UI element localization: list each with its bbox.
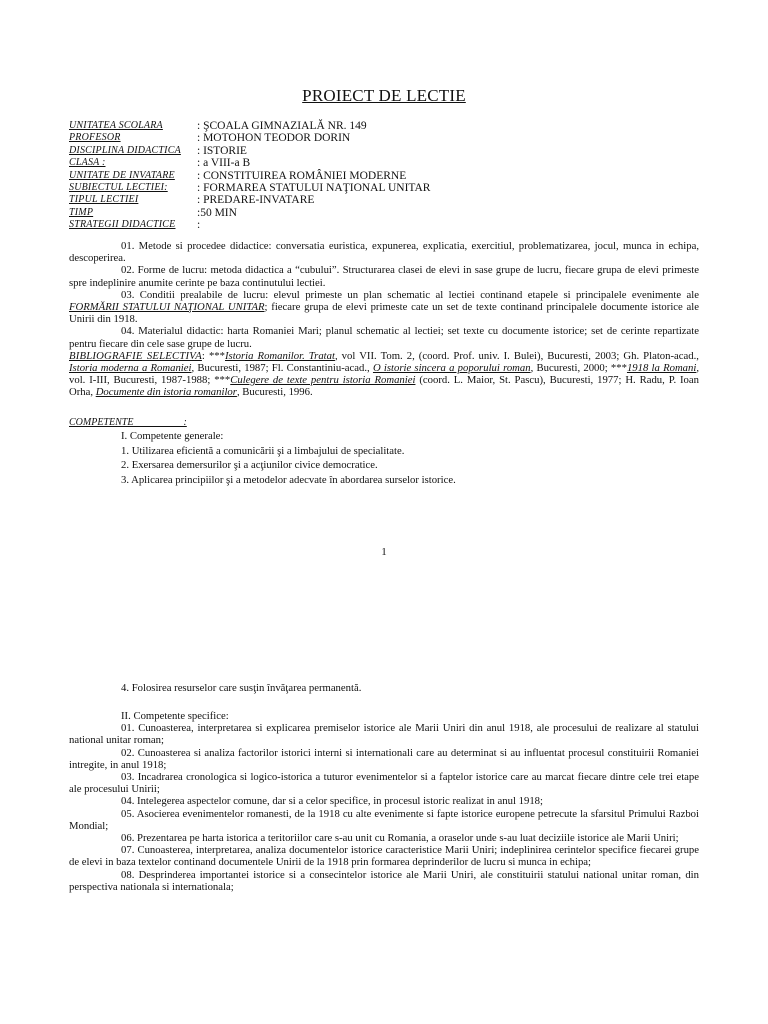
info-label: UNITATEA SCOLARA bbox=[69, 120, 163, 131]
info-label: DISCIPLINA DIDACTICA bbox=[69, 144, 181, 156]
info-value: : MOTOHON TEODOR DORIN bbox=[197, 132, 351, 145]
info-row bbox=[69, 207, 709, 219]
info-value: : bbox=[197, 219, 201, 232]
info-label: CLASA : bbox=[69, 157, 106, 169]
list-item: 1. Utilizarea eficientă a comunicării şi a limbajului de specialitate. bbox=[121, 444, 405, 457]
list-item: 08. Desprinderea importantei istorice si a consecintelor istorice ale Marii Uniri, ale constituirii statului national unitar roman, din perspectiva nationala si internationala; bbox=[69, 868, 699, 893]
list-item: 3. Aplicarea principiilor şi a metodelor adecvate în abordarea surselor istorice. bbox=[121, 473, 456, 486]
section-heading: II. Competente specifice: bbox=[121, 710, 229, 722]
list-item: 02. Cunoasterea si analiza factorilor istorici interni si internationali care au determinat si au influentat procesul constituirii Romaniei intregite, in anul 1918; bbox=[69, 746, 699, 771]
competente-specifice-section bbox=[69, 710, 699, 893]
list-item: 2. Exersarea demersurilor şi a acţiunilor civice democratice. bbox=[121, 459, 378, 471]
info-label: PROFESOR bbox=[69, 132, 121, 144]
competente-generale-list bbox=[121, 429, 681, 487]
biblio-text: , vol VII. Tom. 2, (coord. Prof. univ. I. Bulei), Bucuresti, 2003; Gh. Platon-acad., bbox=[334, 349, 699, 362]
page-number: 1 bbox=[381, 546, 387, 558]
info-label: SUBIECTUL LECTIEI: bbox=[69, 181, 168, 193]
info-row bbox=[69, 157, 709, 169]
info-row bbox=[69, 182, 709, 194]
list-item: 05. Asocierea evenimentelor romanesti, de la 1918 cu alte evenimente si fapte istorice europene petrecute la sfarsitul Primului Razboi Mondial; bbox=[69, 807, 699, 832]
book-title: 1918 la Romani bbox=[626, 362, 697, 375]
competente-label: COMPETENTE : bbox=[69, 417, 187, 428]
info-value: : a VIII-a B bbox=[197, 157, 251, 170]
paragraph-text: 03. Conditii prealabile de lucru: elevul primeste un plan schematic al lectiei continand etapele si principalele evenimente ale bbox=[121, 288, 699, 301]
info-row bbox=[69, 194, 709, 206]
info-row bbox=[69, 219, 709, 231]
competenta-4: 4. Folosirea resurselor care susţin învăţarea permanentă. bbox=[121, 682, 362, 694]
list-item: 01. Cunoasterea, interpretarea si explicarea premiselor istorice ale Marii Uniri din anul 1918, ale procesului de realizare al statului national unitar roman; bbox=[69, 722, 699, 747]
bibliography bbox=[69, 350, 699, 399]
list-item: 06. Prezentarea pe harta istorica a teritoriilor care s-au unit cu Romania, a oraselor unde s-au luat deciziile istorice ale Marii Uniri; bbox=[121, 832, 679, 845]
biblio-text: , vol. I-III, Bucuresti, 1987-1988; *** bbox=[69, 362, 700, 387]
book-title: Culegere de texte pentru istoria Romaniei bbox=[230, 374, 416, 387]
info-row bbox=[69, 145, 709, 157]
list-item: 07. Cunoasterea, interpretarea, analiza documentelor istorice caracteristice Marii Uniri; indeplinirea cerintelor specifice fiecarei grupe de elevi in baza textelor continand documentele Unirii de la 1918 prin formarea deprinderilor de lucru si munca in echipa; bbox=[69, 844, 699, 869]
biblio-text: , Bucuresti, 1996. bbox=[236, 386, 313, 399]
bibliography-label: BIBLIOGRAFIE SELECTIVA bbox=[69, 349, 202, 362]
info-value: : FORMAREA STATULUI NAŢIONAL UNITAR bbox=[197, 181, 431, 194]
info-label: UNITATE DE INVATARE bbox=[69, 169, 175, 181]
paragraph-text: ; fiecare grupa de elevi primeste cate un set de texte continand principalele documente istorice ale Unirii din 1918. bbox=[69, 301, 699, 326]
book-title: O istorie sincera a poporului roman bbox=[372, 362, 531, 375]
biblio-text: (coord. L. Maior, St. Pascu), Bucuresti, 1977; H. Radu, P. Ioan Orha, bbox=[69, 374, 699, 399]
info-row bbox=[69, 170, 709, 182]
info-row bbox=[69, 132, 709, 144]
info-label: TIMP bbox=[69, 206, 94, 218]
info-value: :50 MIN bbox=[197, 206, 237, 219]
strategie-conditii bbox=[69, 289, 699, 326]
list-item: 04. Intelegerea aspectelor comune, dar si a celor specifice, in procesul istoric realizat in anul 1918; bbox=[121, 795, 543, 808]
info-value: : ŞCOALA GIMNAZIALĂ NR. 149 bbox=[197, 120, 367, 132]
info-value: : PREDARE-INVATARE bbox=[197, 194, 315, 207]
info-row bbox=[69, 120, 709, 132]
book-title: Istoria moderna a Romaniei bbox=[69, 362, 192, 375]
biblio-text: , Bucuresti, 1987; Fl. Constantiniu-acad., bbox=[191, 362, 373, 375]
info-value: : ISTORIE bbox=[197, 144, 247, 157]
list-item: I. Competente generale: bbox=[121, 430, 224, 442]
biblio-text: : *** bbox=[201, 349, 225, 362]
book-title: Documente din istoria romanilor bbox=[95, 386, 237, 399]
info-label: TIPUL LECTIEI bbox=[69, 194, 139, 206]
list-item: 03. Incadrarea cronologica si logico-istorica a tuturor evenimentelor si a faptelor istorice care au marcat fiecare dintre cele trei etape ale procesului Unirii; bbox=[69, 771, 699, 796]
info-value: : CONSTITUIREA ROMÂNIEI MODERNE bbox=[197, 169, 407, 182]
strategie-material: 04. Materialul didactic: harta Romaniei Mari; planul schematic al lectiei; set texte cu documente istorice; set de cerinte repartizate pentru fiecare din cele sase grupe de lucru. bbox=[69, 325, 699, 350]
lesson-info-block bbox=[69, 120, 709, 232]
strategii-section bbox=[69, 240, 699, 399]
page-title: PROIECT DE LECTIE bbox=[302, 86, 466, 105]
info-label: STRATEGII DIDACTICE bbox=[69, 219, 176, 231]
strategie-metode: 01. Metode si procedee didactice: conversatia euristica, expunerea, explicatia, exercitiul, problematizarea, jocul, munca in echipa, descoperirea. bbox=[69, 240, 699, 265]
strategie-forme-lucru: 02. Forme de lucru: metoda didactica a “cubului”. Structurarea clasei de elevi in sase grupe de lucru, fiecare grupa de elevi primeste spre indeplinire anumite cerinte pe baza continutului lectiei. bbox=[69, 264, 699, 289]
biblio-text: , Bucuresti, 2000; *** bbox=[530, 362, 627, 375]
book-title: Istoria Romanilor. Tratat bbox=[224, 349, 335, 362]
emphasis-text: FORMĂRII STATULUI NAŢIONAL UNITAR bbox=[69, 301, 265, 314]
